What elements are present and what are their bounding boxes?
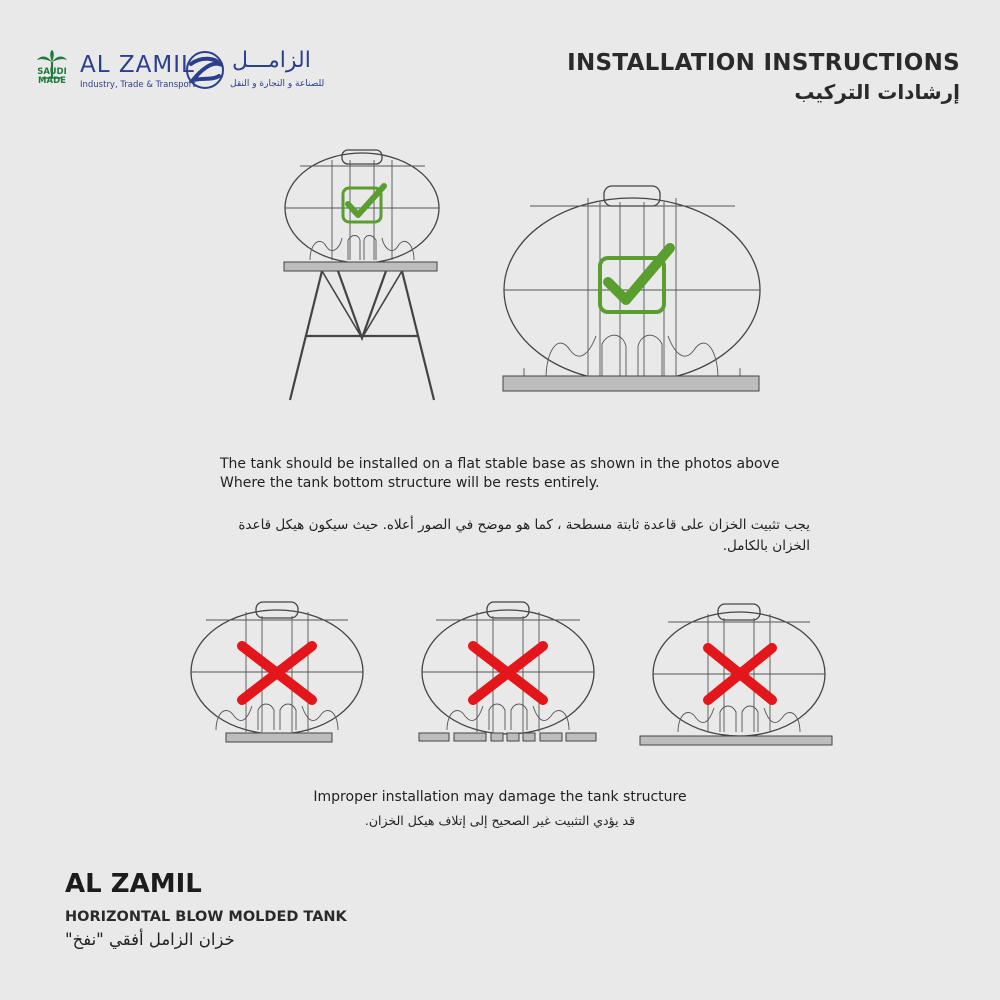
improper-installation-warning-arabic: قد يؤدي التثبيت غير الصحيح إلى إتلاف هيكل الخزان. bbox=[364, 813, 636, 828]
cross-mark-icon bbox=[242, 646, 312, 700]
cross-mark-icon bbox=[473, 646, 543, 700]
alzamil-logo-mark-icon bbox=[183, 50, 227, 90]
brand-subtitle: Industry, Trade & Transport bbox=[80, 80, 196, 90]
correct-installation-text-arabic: يجب تثبيت الخزان على قاعدة ثابتة مسطحة ، كما هو موضح في الصور أعلاه. حيث سيكون هيكل قاعدة الخزان بالكامل. bbox=[238, 517, 810, 554]
correct-installation-text: The tank should be installed on a flat stable base as shown in the photos above Where the tank bottom structure will be rests entirely. bbox=[220, 456, 780, 491]
tank-segmented-base-figure bbox=[416, 598, 600, 746]
page-title-arabic: إرشادات التركيب bbox=[794, 80, 960, 104]
brand-subtitle-arabic: للصناعة و التجارة و النقل bbox=[230, 79, 325, 89]
brand-name-arabic: الزامـــل bbox=[232, 48, 311, 73]
footer-product-name: HORIZONTAL BLOW MOLDED TANK bbox=[65, 909, 347, 925]
tank-uneven-base-figure bbox=[638, 602, 834, 748]
tank-on-stand-figure bbox=[280, 148, 445, 408]
tank-on-flat-base-figure bbox=[500, 182, 765, 394]
check-mark-icon bbox=[343, 186, 384, 222]
page-title: INSTALLATION INSTRUCTIONS bbox=[567, 50, 960, 76]
footer-brand-name: AL ZAMIL bbox=[65, 869, 202, 899]
tank-narrow-base-figure bbox=[188, 598, 368, 746]
brand-name-latin: AL ZAMIL bbox=[80, 52, 195, 78]
check-mark-icon bbox=[600, 248, 670, 312]
footer-product-name-arabic: خزان الزامل أفقي "نفخ" bbox=[65, 930, 235, 949]
saudi-made-label: SAUDI MADE bbox=[37, 67, 67, 86]
improper-installation-warning: Improper installation may damage the tank structure bbox=[313, 789, 687, 805]
